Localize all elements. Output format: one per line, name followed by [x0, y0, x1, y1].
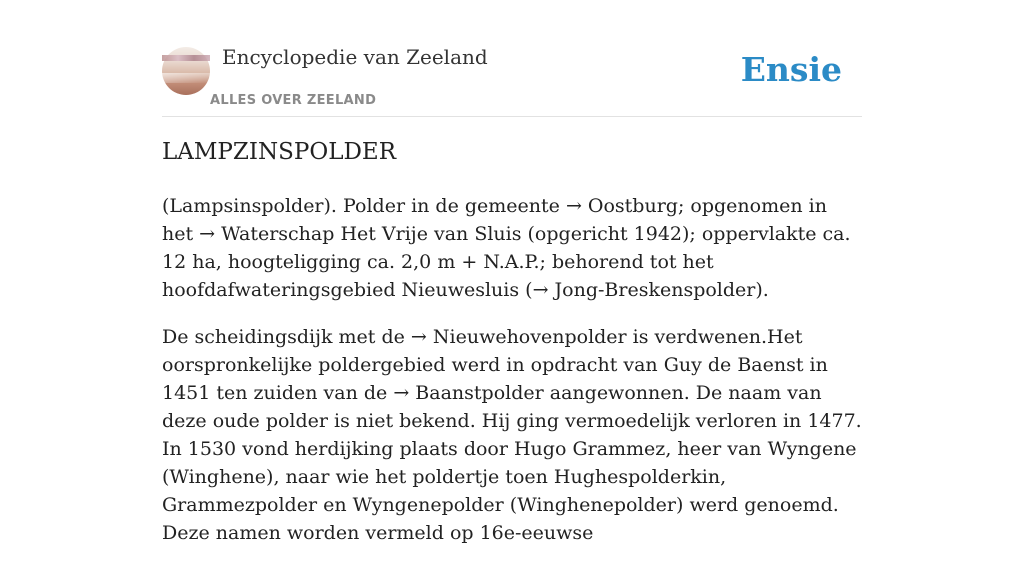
entry-paragraph-1	[162, 192, 862, 304]
site-logo-image[interactable]	[162, 47, 210, 95]
paragraph-text: is verdwenen.Het oorspronkelijke poldergebied werd in opdracht van Guy de Baenst in 1451 ten zuiden van de	[162, 326, 828, 404]
ensie-brand-logo[interactable]: Ensie	[740, 50, 842, 89]
paragraph-text: ; opgenomen in het	[162, 195, 827, 245]
entry-content	[162, 192, 862, 566]
paragraph-text: (Lampsinspolder). Polder in de gemeente	[162, 195, 566, 217]
xref-link-jong-breskenspolder[interactable]: → Jong-Breskenspolder	[532, 279, 756, 301]
xref-link-waterschap[interactable]: → Waterschap Het Vrije van Sluis	[199, 223, 522, 245]
site-tagline: ALLES OVER ZEELAND	[210, 93, 377, 108]
site-header	[162, 0, 862, 117]
logo-highlight-decoration	[162, 73, 210, 83]
xref-link-nieuwehovenpolder[interactable]: → Nieuwehovenpolder	[410, 326, 627, 348]
paragraph-text: (opgericht 1942); oppervlakte ca. 12 ha, hoogteligging ca. 2,0 m + N.A.P.; behorend tot het hoofdafwateringsgebied Nieuwesluis (	[162, 223, 851, 301]
entry-paragraph-2	[162, 323, 862, 547]
page-container	[162, 0, 862, 544]
paragraph-text: ).	[755, 279, 769, 301]
paragraph-text: De scheidingsdijk met de	[162, 326, 411, 348]
paragraph-text: aangewonnen. De naam van deze oude polder is niet bekend. Hij ging vermoedelijk verloren in 1477. In 1530 vond herdijking plaats door Hugo Grammez, heer van Wyngene (Winghene), naar wie het poldertje toen Hughespolderkin, Grammezpolder en Wyngenepolder (Winghenepolder) werd genoemd. Deze namen worden vermeld op 16e-eeuwse	[162, 382, 862, 544]
logo-band-decoration	[162, 55, 210, 61]
xref-link-baanstpolder[interactable]: → Baanstpolder	[393, 382, 544, 404]
entry-title: LAMPZINSPOLDER	[162, 139, 397, 165]
site-title-link[interactable]: Encyclopedie van Zeeland	[222, 45, 488, 69]
xref-link-oostburg[interactable]: → Oostburg	[565, 195, 678, 217]
